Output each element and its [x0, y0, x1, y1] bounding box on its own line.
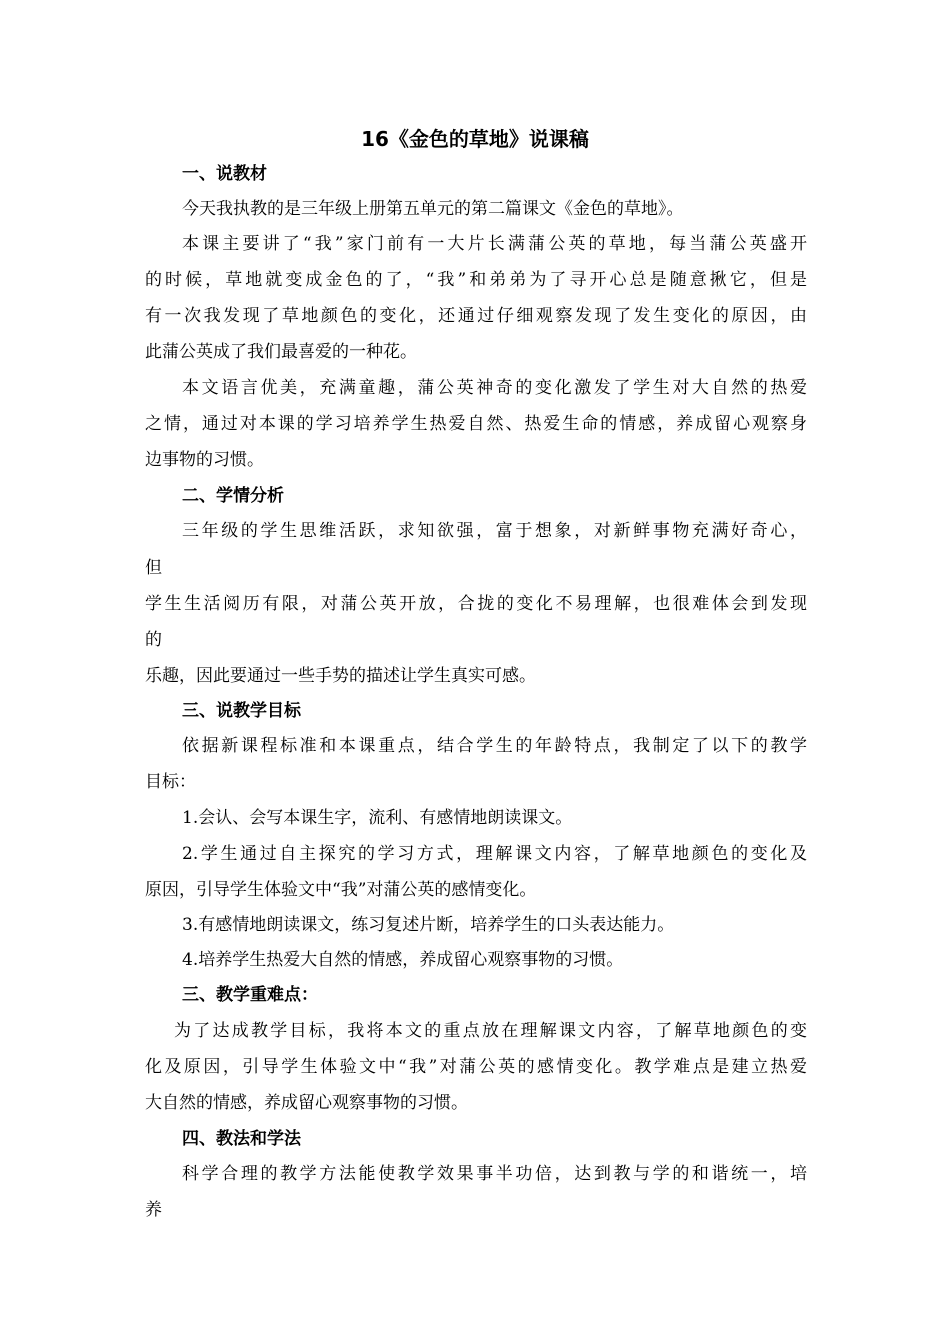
paragraph-line: 化及原因，引导学生体验文中“我”对蒲公英的感情变化。教学难点是建立热爱	[145, 1057, 807, 1077]
section-heading-student-analysis: 二、学情分析	[182, 486, 284, 506]
paragraph-line: 三年级的学生思维活跃，求知欲强，富于想象，对新鲜事物充满好奇心，	[182, 521, 807, 541]
paragraph-line: 有一次我发现了草地颜色的变化，还通过仔细观察发现了发生变化的原因，由	[145, 306, 807, 326]
paragraph-line: 本课主要讲了“我”家门前有一大片长满蒲公英的草地，每当蒲公英盛开	[182, 234, 807, 254]
paragraph-line: 学生生活阅历有限，对蒲公英开放，合拢的变化不易理解，也很难体会到发现	[145, 594, 807, 614]
paragraph-line: 的时候，草地就变成金色的了，“我”和弟弟为了寻开心总是随意揪它，但是	[145, 270, 807, 290]
paragraph-line: 大自然的情感，养成留心观察事物的习惯。	[145, 1093, 468, 1113]
paragraph-line: 本文语言优美，充满童趣，蒲公英神奇的变化激发了学生对大自然的热爱	[182, 378, 807, 398]
paragraph-line: 的	[145, 630, 162, 650]
paragraph-line: 依据新课程标准和本课重点，结合学生的年龄特点，我制定了以下的教学	[182, 736, 807, 756]
goal-item: 2.学生通过自主探究的学习方式，理解课文内容，了解草地颜色的变化及	[182, 844, 807, 864]
goal-item: 1.会认、会写本课生字，流利、有感情地朗读课文。	[182, 808, 573, 828]
paragraph-line: 边事物的习惯。	[145, 450, 264, 470]
paragraph-line: 目标：	[145, 772, 196, 792]
paragraph-line: 但	[145, 558, 162, 578]
paragraph-line: 科学合理的教学方法能使教学效果事半功倍，达到教与学的和谐统一，培	[182, 1164, 807, 1184]
paragraph-line: 此蒲公英成了我们最喜爱的一种花。	[145, 342, 417, 362]
document-title: 16《金色的草地》说课稿	[361, 127, 589, 151]
paragraph-line: 乐趣，因此要通过一些手势的描述让学生真实可感。	[145, 666, 536, 686]
section-heading-teaching-goals: 三、说教学目标	[182, 701, 301, 721]
paragraph-line: 养	[145, 1200, 162, 1220]
paragraph-line: 今天我执教的是三年级上册第五单元的第二篇课文《金色的草地》。	[182, 199, 684, 219]
paragraph-line: 为了达成教学目标，我将本文的重点放在理解课文内容，了解草地颜色的变	[174, 1021, 807, 1041]
paragraph-line: 之情，通过对本课的学习培养学生热爱自然、热爱生命的情感，养成留心观察身	[145, 414, 807, 434]
section-heading-teaching-material: 一、说教材	[182, 164, 267, 184]
goal-item: 3.有感情地朗读课文，练习复述片断，培养学生的口头表达能力。	[182, 915, 675, 935]
paragraph-line: 原因，引导学生体验文中“我”对蒲公英的感情变化。	[145, 880, 537, 900]
section-heading-methods: 四、教法和学法	[182, 1129, 301, 1149]
goal-item: 4.培养学生热爱大自然的情感，养成留心观察事物的习惯。	[182, 950, 624, 970]
section-heading-key-points: 三、教学重难点：	[182, 985, 318, 1005]
